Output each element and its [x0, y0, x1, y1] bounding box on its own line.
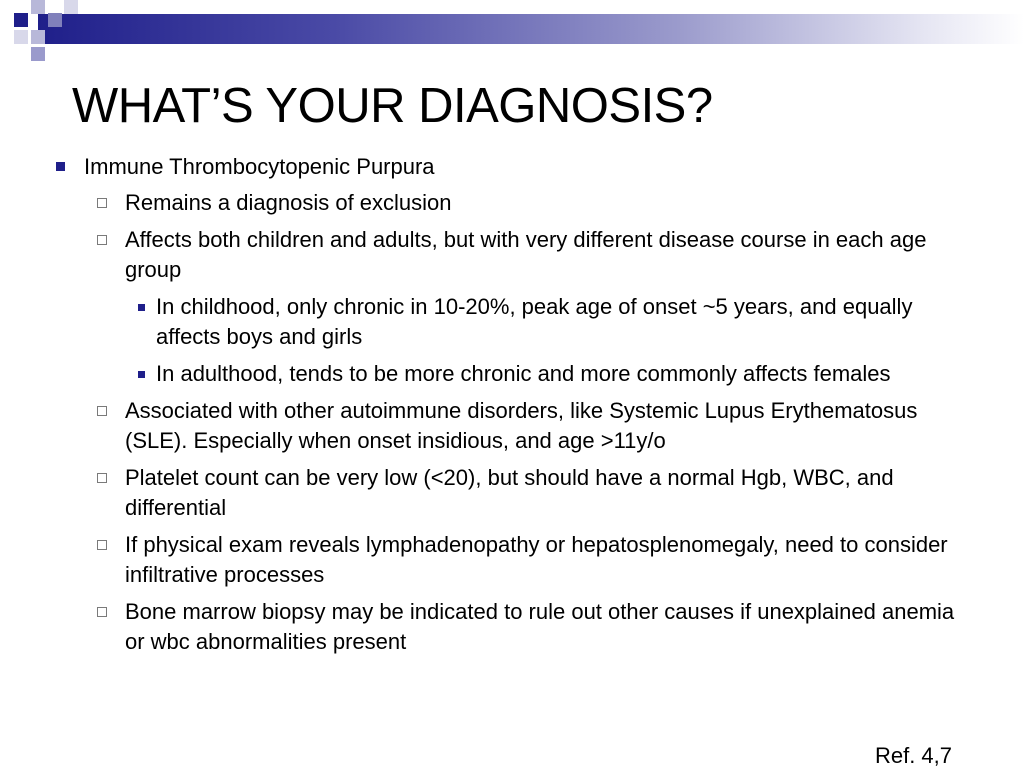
bullet-item: [48, 359, 968, 389]
decorative-square: [64, 0, 78, 14]
bullet-text: In adulthood, tends to be more chronic and more commonly affects females: [156, 361, 891, 386]
header-gradient-band: [38, 14, 1024, 44]
bullet-text: Associated with other autoimmune disorders, like Systemic Lupus Erythematosus (SLE). Especially when onset insidious, and age >11y/o: [125, 398, 918, 453]
decorative-square: [31, 30, 45, 44]
decorative-square: [14, 13, 28, 27]
decorative-square: [31, 47, 45, 61]
hollow-square-bullet-icon: [97, 473, 107, 483]
filled-square-bullet-icon: [138, 371, 145, 378]
bullet-item: [48, 152, 968, 182]
hollow-square-bullet-icon: [97, 406, 107, 416]
decorative-square: [31, 0, 45, 14]
bullet-text: Platelet count can be very low (<20), but should have a normal Hgb, WBC, and differential: [125, 465, 894, 520]
hollow-square-bullet-icon: [97, 235, 107, 245]
bullet-text: Affects both children and adults, but with very different disease course in each age group: [125, 227, 927, 282]
decorative-square: [14, 30, 28, 44]
hollow-square-bullet-icon: [97, 540, 107, 550]
filled-square-bullet-icon: [56, 162, 65, 171]
bullet-text: In childhood, only chronic in 10-20%, peak age of onset ~5 years, and equally affects boys and girls: [156, 294, 913, 349]
bullet-item: [48, 188, 968, 218]
bullet-item: [48, 463, 968, 523]
bullet-text: Immune Thrombocytopenic Purpura: [84, 154, 435, 179]
bullet-item: [48, 530, 968, 590]
reference-note: Ref. 4,7: [874, 743, 952, 768]
bullet-item: [48, 225, 968, 285]
bullet-item: [48, 292, 968, 352]
slide-title: WHAT’S YOUR DIAGNOSIS?: [72, 79, 713, 133]
bullet-text: Bone marrow biopsy may be indicated to rule out other causes if unexplained anemia or wbc abnormalities present: [125, 599, 955, 654]
hollow-square-bullet-icon: [97, 607, 107, 617]
bullet-list: [48, 152, 968, 664]
filled-square-bullet-icon: [138, 304, 145, 311]
bullet-text: If physical exam reveals lymphadenopathy or hepatosplenomegaly, need to consider infiltrative processes: [125, 532, 948, 587]
decorative-square: [48, 13, 62, 27]
bullet-item: [48, 597, 968, 657]
hollow-square-bullet-icon: [97, 198, 107, 208]
bullet-text: Remains a diagnosis of exclusion: [125, 190, 452, 215]
bullet-item: [48, 396, 968, 456]
